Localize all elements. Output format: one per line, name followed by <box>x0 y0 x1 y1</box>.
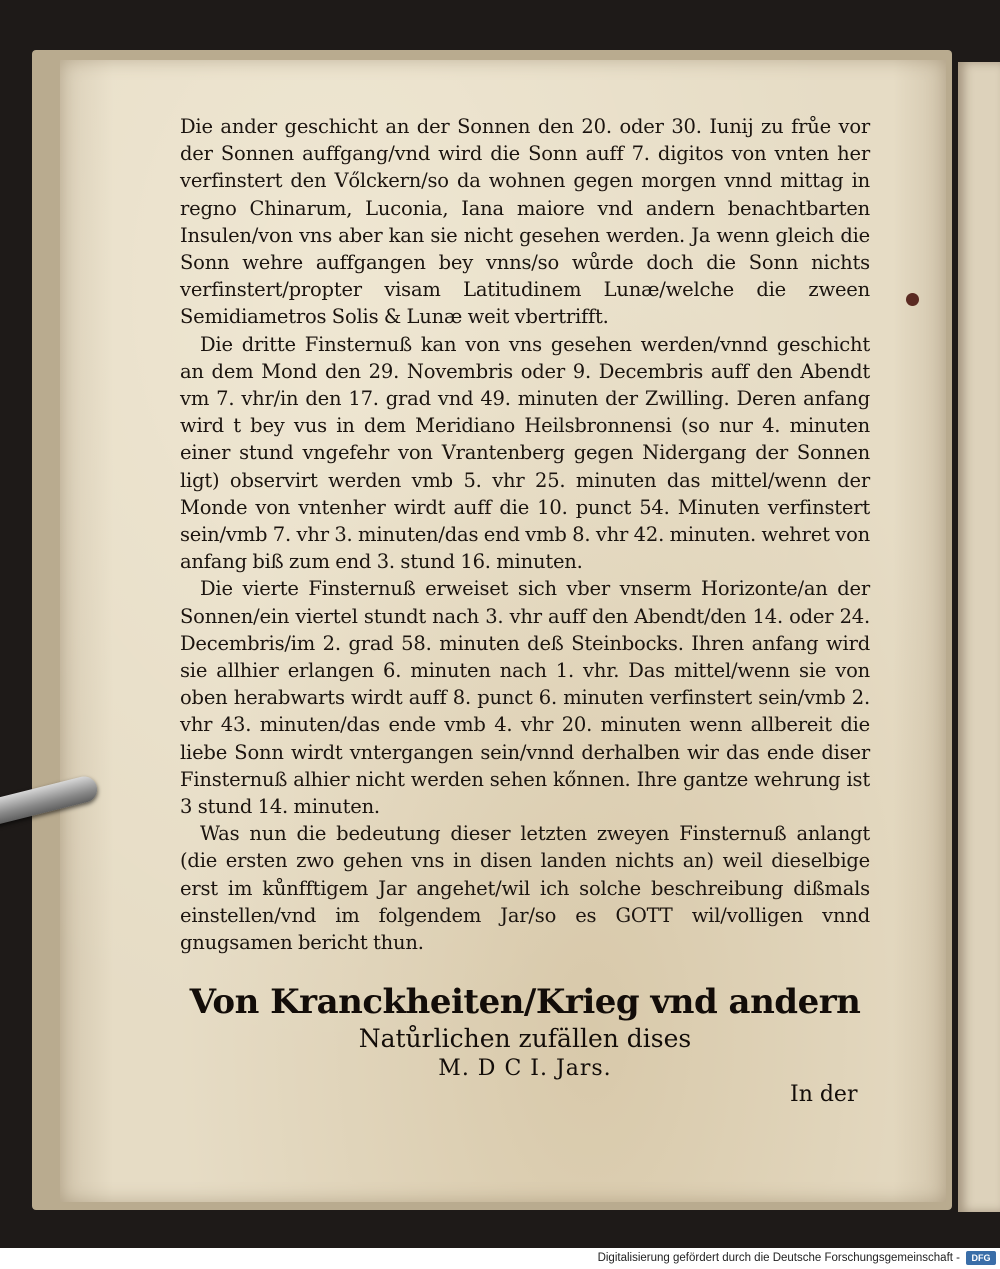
paragraph-fourth-eclipse: Die vierte Finsternuß erweiset sich vber vnserm Horizonte/an der Sonnen/ein viertel stundt nach 3. vhr auff den Abendt/den 14. oder 24. Decembris/im 2. grad 58. minuten deß Steinbocks. Ihren anfang wird sie allhier erlangen 6. minuten nach 1. vhr. Das mittel/wenn sie von oben herabwarts wirdt auff 8. punct 6. minuten verfinstert sein/vmb 2. vhr 43. minuten/das ende vmb 4. vhr 20. minuten wenn allbereit die liebe Sonn wirdt vntergangen sein/vnnd derhalben wir das ende diser Finsternuß alhier nicht werden sehen kőnnen. Ihre gantze wehrung ist 3 stund 14. minuten. <box>180 577 870 819</box>
section-heading <box>180 980 870 1084</box>
ink-spot <box>906 293 919 306</box>
paragraph-significance: Was nun die bedeutung dieser letzten zweyen Finsternuß anlangt (die ersten zwo gehen vns in disen landen nichts an) weil dieselbige erst im kůnfftigem Jar angehet/wil ich solche beschreibung dißmals einstellen/vnd im folgendem Jar/so es GOTT wil/volligen vnnd gnugsamen bericht thun. <box>180 822 870 955</box>
dfg-logo[interactable]: DFG <box>966 1251 996 1265</box>
facing-page-edge <box>958 62 1000 1212</box>
body-text <box>180 113 870 956</box>
heading-line-2: Natůrlichen zufällen dises <box>358 1024 692 1053</box>
footer-credit: Digitalisierung gefördert durch die Deutsche Forschungsgemeinschaft - <box>597 1252 960 1264</box>
heading-line-3: M. D C I. Jars. <box>438 1056 612 1081</box>
footer-bar <box>0 1248 1000 1269</box>
paragraph-third-eclipse: Die dritte Finsternuß kan von vns gesehen werden/vnnd geschicht an dem Mond den 29. Novembris oder 9. Decembris auff den Abendt vm 7. vhr/in den 17. grad vnd 49. minuten der Zwilling. Deren anfang wird t bey vus in dem Meridiano Heilsbronnensi (so nur 4. minuten einer stund vngefehr von Vrantenberg gegen Nidergang der Sonnen ligt) observirt werden vmb 5. vhr 25. minuten das mittel/wenn der Monde von vntenher wirdt auff die 10. punct 54. Minuten verfinstert sein/vmb 7. vhr 3. minuten/das end vmb 8. vhr 42. minuten. wehret von anfang biß zum end 3. stund 16. minuten. <box>180 332 870 574</box>
heading-line-1: Von Kranckheiten/Krieg vnd andern <box>189 982 861 1022</box>
paragraph-second-eclipse: Die ander geschicht an der Sonnen den 20. oder 30. Iunij zu frůe vor der Sonnen auffgang/vnd wird die Sonn auff 7. digitos von vnten her verfinstert den Vőlckern/so da wohnen gegen morgen vnnd mittag in regno Chinarum, Luconia, Iana maiore vnd andern benachtbarten Insulen/von vns aber kan sie nicht gesehen werden. Ja wenn gleich die Sonn wehre auffgangen bey vnns/so wůrde doch die Sonn nichts verfinstert/propter visam Latitudinem Lunæ/welche die zween Semidiametros Solis & Lunæ weit vbertrifft. <box>180 115 870 329</box>
catchword: In der <box>790 1082 858 1107</box>
